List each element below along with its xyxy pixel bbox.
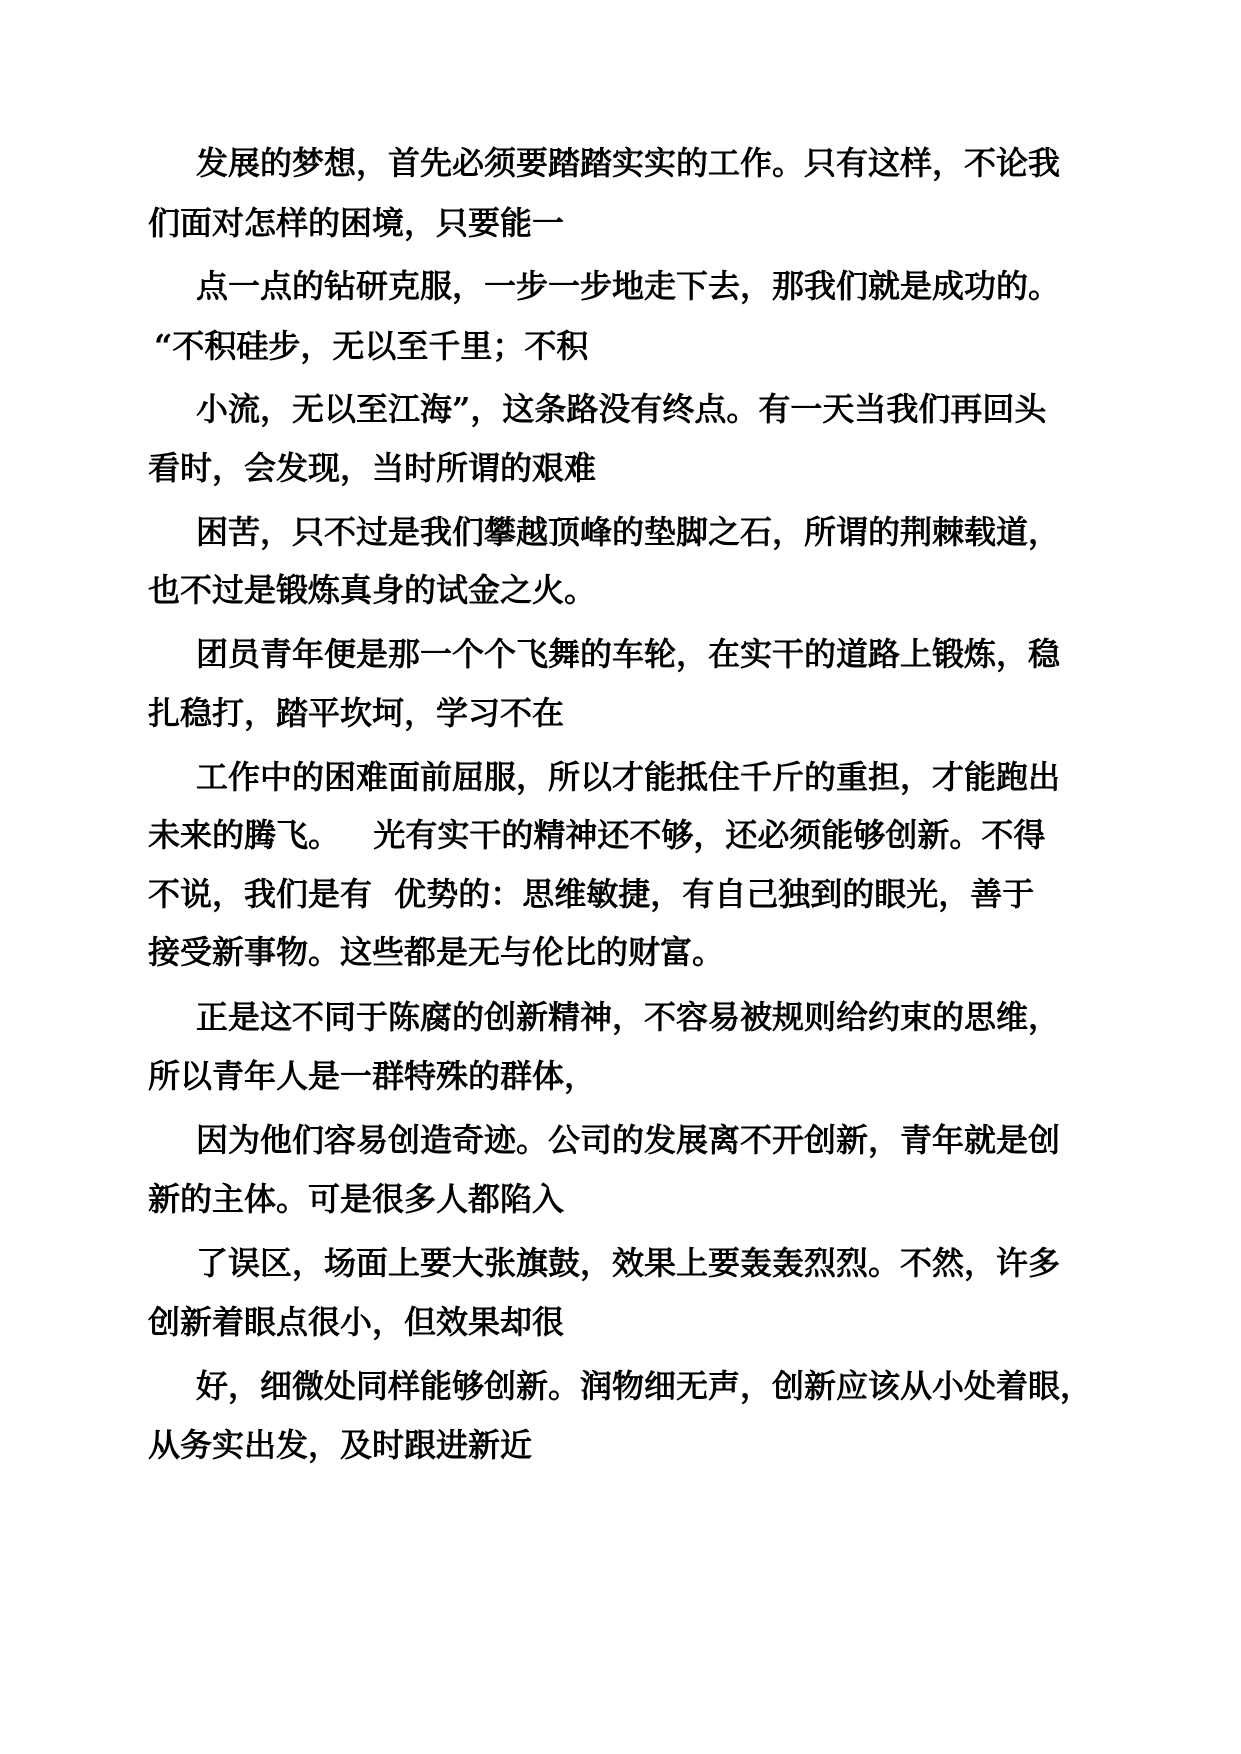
text-line: 创新着眼点很小，但效果却很 <box>148 1303 565 1341</box>
text-line: 看时，会发现，当时所谓的艰难 <box>148 449 597 487</box>
text-line: 团员青年便是那一个个飞舞的车轮，在实干的道路上锻炼，稳 <box>196 635 1061 673</box>
text-line: 困苦，只不过是我们攀越顶峰的垫脚之石，所谓的荆棘载道， <box>196 513 1061 551</box>
text-line: 点一点的钻研克服，一步一步地走下去，那我们就是成功的。 <box>196 267 1061 305</box>
text-line: 未来的腾飞。 光有实干的精神还不够，还必须能够创新。不得 <box>148 816 1046 854</box>
text-line: 小流，无以至江海”，这条路没有终点。有一天当我们再回头 <box>196 390 1047 428</box>
text-line: 了误区，场面上要大张旗鼓，效果上要轰轰烈烈。不然，许多 <box>196 1244 1061 1282</box>
text-line: 们面对怎样的困境，只要能一 <box>148 204 565 242</box>
text-line: 扎稳打，踏平坎坷，学习不在 <box>148 694 565 732</box>
text-line: 也不过是锻炼真身的试金之火。 <box>148 571 597 609</box>
text-line: 好，细微处同样能够创新。润物细无声，创新应该从小处着眼， <box>196 1367 1093 1405</box>
text-line: 正是这不同于陈腐的创新精神，不容易被规则给约束的思维， <box>196 998 1061 1036</box>
text-line: 因为他们容易创造奇迹。公司的发展离不开创新，青年就是创 <box>196 1121 1061 1159</box>
text-line: “不积硅步，无以至千里；不积 <box>154 327 589 365</box>
text-line: 新的主体。可是很多人都陷入 <box>148 1180 565 1218</box>
text-line: 工作中的困难面前屈服，所以才能抵住千斤的重担，才能跑出 <box>196 758 1061 796</box>
text-line: 从务实出发，及时跟进新近 <box>148 1426 533 1464</box>
text-line: 发展的梦想，首先必须要踏踏实实的工作。只有这样，不论我 <box>196 144 1061 182</box>
text-line: 接受新事物。这些都是无与伦比的财富。 <box>148 933 725 971</box>
text-line: 所以青年人是一群特殊的群体， <box>148 1057 597 1095</box>
text-line: 不说，我们是有 优势的：思维敏捷，有自己独到的眼光，善于 <box>148 875 1035 913</box>
